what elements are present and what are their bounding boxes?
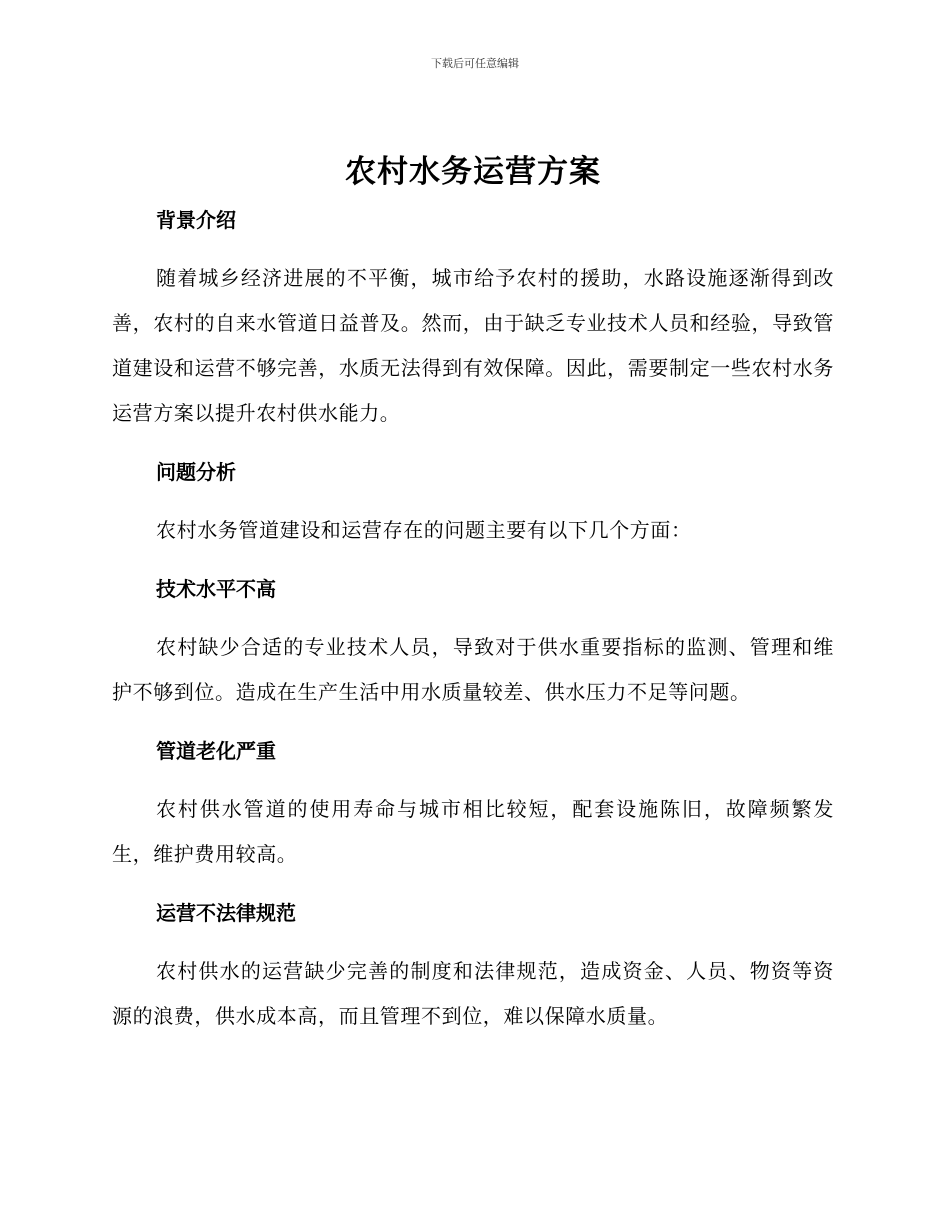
document-title: 农村水务运营方案: [345, 154, 601, 190]
page-header: 下载后可任意编辑: [431, 57, 519, 70]
paragraph-regulation: 农村供水的运营缺少完善的制度和法律规范，造成资金、人员、物资等资源的浪费，供水成本高，而且管理不到位，难以保障水质量。: [112, 959, 834, 1028]
paragraph-technology: 农村缺少合适的专业技术人员，导致对于供水重要指标的监测、管理和维护不够到位。造成在生产生活中用水质量较差、供水压力不足等问题。: [112, 635, 834, 704]
section-heading-background: 背景介绍: [156, 208, 236, 232]
paragraph-background: 随着城乡经济进展的不平衡，城市给予农村的援助，水路设施逐渐得到改善，农村的自来水管道日益普及。然而，由于缺乏专业技术人员和经验，导致管道建设和运营不够完善，水质无法得到有效保障。因此，需要制定一些农村水务运营方案以提升农村供水能力。: [112, 266, 834, 425]
paragraph-analysis: 农村水务管道建设和运营存在的问题主要有以下几个方面：: [156, 518, 692, 542]
paragraph-aging: 农村供水管道的使用寿命与城市相比较短，配套设施陈旧，故障频繁发生，维护费用较高。: [112, 797, 834, 866]
section-heading-technology: 技术水平不高: [156, 577, 276, 601]
section-heading-regulation: 运营不法律规范: [156, 901, 296, 925]
section-heading-aging: 管道老化严重: [156, 739, 276, 763]
section-heading-analysis: 问题分析: [156, 460, 236, 484]
document-body: [112, 150, 834, 1039]
